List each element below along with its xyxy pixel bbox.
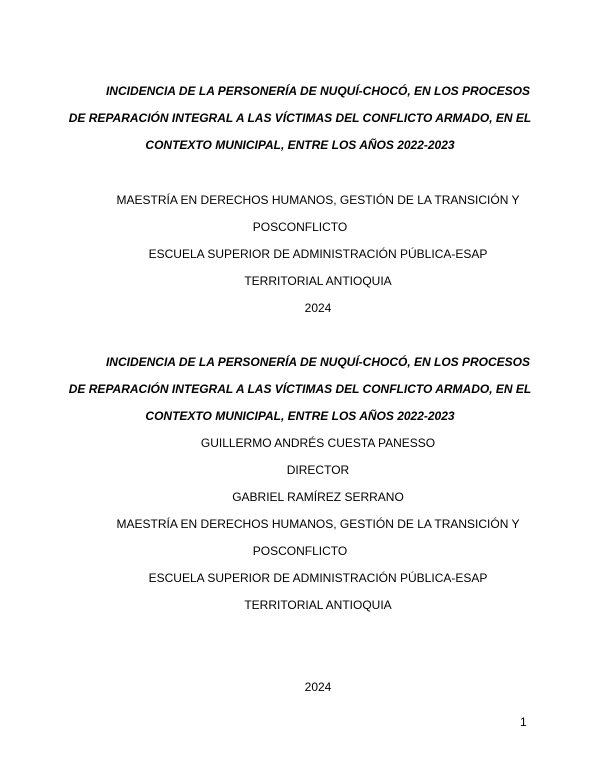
- title-page-program-line-2: POSCONFLICTO: [252, 544, 348, 558]
- title-page-year: 2024: [304, 680, 332, 694]
- title-page-title-line-2: DE REPARACIÓN INTEGRAL A LAS VÍCTIMAS DEL CONFLICTO ARMADO, EN EL: [68, 382, 532, 396]
- title-page-school: ESCUELA SUPERIOR DE ADMINISTRACIÓN PÚBLICA-ESAP: [148, 571, 488, 585]
- cover-year: 2024: [304, 301, 332, 315]
- page-number: 1: [520, 715, 527, 729]
- title-page-territorial: TERRITORIAL ANTIOQUIA: [244, 598, 392, 612]
- cover-school: ESCUELA SUPERIOR DE ADMINISTRACIÓN PÚBLICA-ESAP: [148, 247, 488, 261]
- cover-territorial: TERRITORIAL ANTIOQUIA: [244, 274, 392, 288]
- cover-title-line-2: DE REPARACIÓN INTEGRAL A LAS VÍCTIMAS DEL CONFLICTO ARMADO, EN EL: [68, 111, 532, 125]
- cover-program-line-2: POSCONFLICTO: [252, 220, 348, 234]
- title-page-program-line-1: MAESTRÍA EN DERECHOS HUMANOS, GESTIÓN DE LA TRANSICIÓN Y: [116, 517, 520, 531]
- director-name: GABRIEL RAMÍREZ SERRANO: [232, 490, 404, 504]
- cover-title-line-1: INCIDENCIA DE LA PERSONERÍA DE NUQUÍ-CHOCÓ, EN LOS PROCESOS: [105, 84, 531, 98]
- cover-program-line-1: MAESTRÍA EN DERECHOS HUMANOS, GESTIÓN DE LA TRANSICIÓN Y: [116, 193, 520, 207]
- director-label: DIRECTOR: [286, 463, 350, 477]
- cover-title-line-3: CONTEXTO MUNICIPAL, ENTRE LOS AÑOS 2022-2023: [145, 138, 455, 152]
- author-name: GUILLERMO ANDRÉS CUESTA PANESSO: [200, 436, 436, 450]
- title-page-title-line-3: CONTEXTO MUNICIPAL, ENTRE LOS AÑOS 2022-2023: [145, 409, 455, 423]
- title-page-title-line-1: INCIDENCIA DE LA PERSONERÍA DE NUQUÍ-CHOCÓ, EN LOS PROCESOS: [105, 355, 531, 369]
